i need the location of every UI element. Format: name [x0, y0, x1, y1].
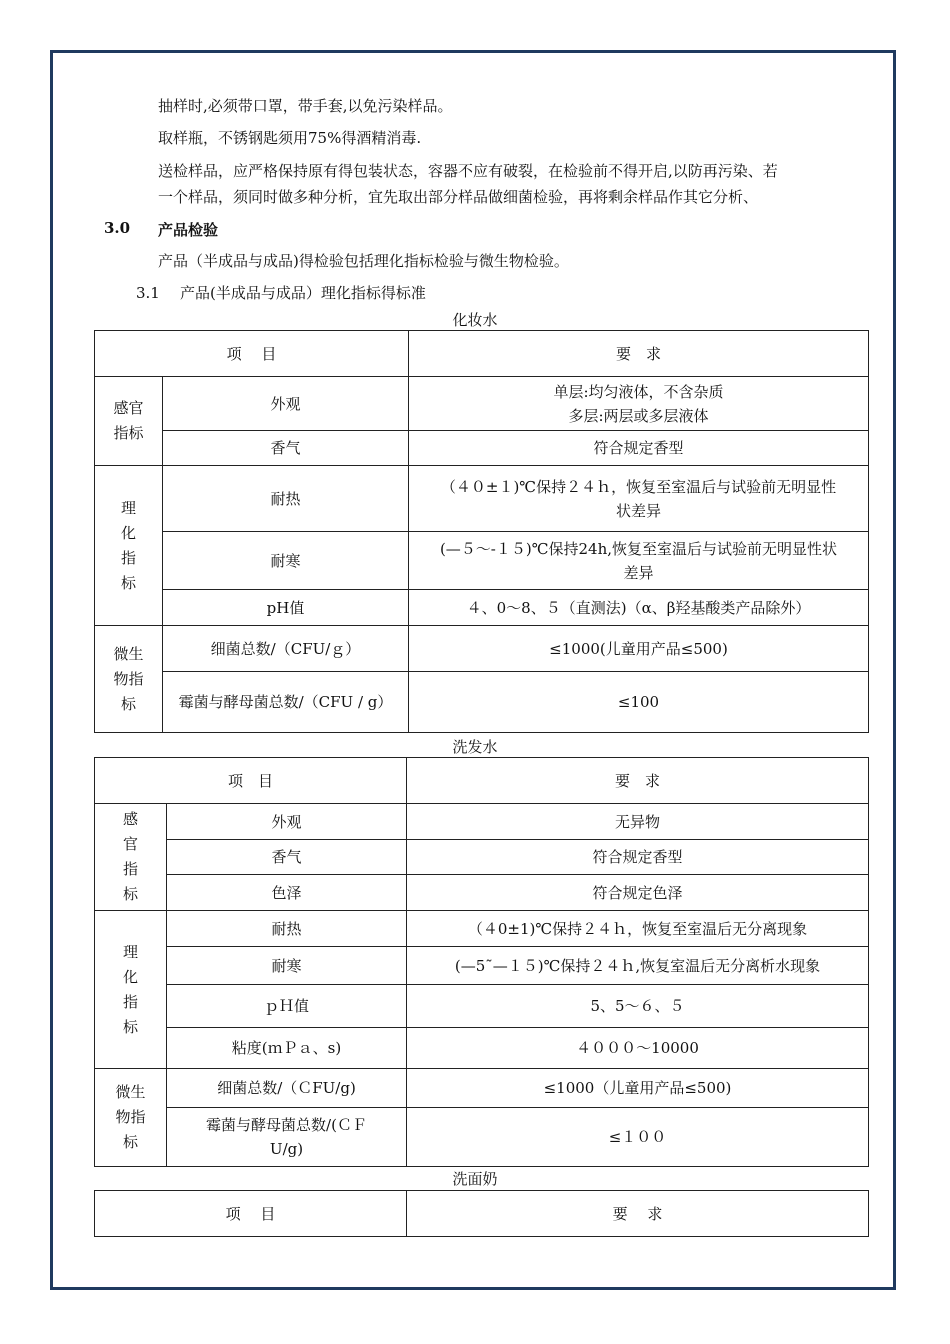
table-row	[95, 377, 869, 431]
item-viscosity: 粘度(ｍＰａ、s)	[167, 1028, 407, 1069]
table-row	[95, 947, 869, 985]
table-row	[95, 804, 869, 840]
item-color: 色泽	[167, 875, 407, 911]
table-row	[95, 911, 869, 947]
table-row	[95, 758, 869, 804]
table-row	[95, 1069, 869, 1108]
table-row	[95, 985, 869, 1028]
requirement-color: 符合规定色泽	[407, 875, 869, 911]
header-requirement: 要 求	[407, 758, 869, 804]
table-row	[95, 840, 869, 875]
category-sensory: 感官指标	[95, 804, 167, 911]
table-row	[95, 1191, 869, 1237]
subsection-title: 产品(半成品与成品）理化指标得标准	[180, 284, 426, 302]
item-ph: pH值	[163, 590, 409, 626]
table-row	[95, 1028, 869, 1069]
table-row	[95, 466, 869, 532]
requirement-mold-yeast-count: ≤１００	[407, 1108, 869, 1167]
table2-caption: 洗发水	[452, 738, 498, 756]
category-microbial: 微生物指标	[95, 626, 163, 733]
item-appearance: 外观	[163, 377, 409, 431]
category-physicochemical: 理化指标	[95, 911, 167, 1069]
intro-paragraph-3a: 送检样品，应严格保持原有得包装状态，容器不应有破裂，在检验前不得开启,以防再污染、若	[158, 162, 778, 180]
item-bacteria-count: 细菌总数/（ＣFU/g)	[167, 1069, 407, 1108]
table-row	[95, 331, 869, 377]
requirement-heat-resistance: （４0±1)℃保持２４ｈ，恢复至室温后无分离现象	[407, 911, 869, 947]
category-physicochemical: 理化指标	[95, 466, 163, 626]
item-mold-yeast-count: 霉菌与酵母菌总数/（CFU / g）	[163, 672, 409, 733]
table-row	[95, 875, 869, 911]
category-microbial: 微生物指标	[95, 1069, 167, 1167]
requirement-fragrance: 符合规定香型	[409, 431, 869, 466]
item-ph: ｐＨ值	[167, 985, 407, 1028]
requirement-bacteria-count: ≤1000(儿童用产品≤500)	[409, 626, 869, 672]
section-description: 产品（半成品与成品)得检验包括理化指标检验与微生物检验。	[158, 252, 569, 270]
intro-paragraph-3b: 一个样品，须同时做多种分析，宜先取出部分样品做细菌检验，再将剩余样品作其它分析、	[158, 188, 759, 206]
item-cold-resistance: 耐寒	[163, 532, 409, 590]
header-item: 项 目	[95, 1191, 407, 1237]
header-item: 项 目	[95, 758, 407, 804]
table-row	[95, 431, 869, 466]
requirement-mold-yeast-count: ≤100	[409, 672, 869, 733]
item-bacteria-count: 细菌总数/（CFU/ｇ）	[163, 626, 409, 672]
table-facial-cleanser	[94, 1190, 869, 1237]
intro-paragraph-1: 抽样时,必须带口罩，带手套,以免污染样品。	[158, 97, 453, 115]
table-toner	[94, 330, 869, 733]
requirement-appearance: 无异物	[407, 804, 869, 840]
item-fragrance: 香气	[163, 431, 409, 466]
item-appearance: 外观	[167, 804, 407, 840]
requirement-ph: ４、0～8、５（直测法)（α、β羟基酸类产品除外）	[409, 590, 869, 626]
requirement-heat-resistance: （４０±１)℃保持２４ｈ，恢复至室温后与试验前无明显性 状差异	[409, 466, 869, 532]
table-row	[95, 672, 869, 733]
section-number: 3.0	[104, 219, 131, 237]
table-row	[95, 626, 869, 672]
table-row	[95, 532, 869, 590]
requirement-fragrance: 符合规定香型	[407, 840, 869, 875]
table3-caption: 洗面奶	[452, 1170, 498, 1188]
category-sensory: 感官指标	[95, 377, 163, 466]
section-title: 产品检验	[158, 221, 219, 239]
intro-paragraph-2: 取样瓶，不锈钢匙须用75%得酒精消毒.	[158, 129, 422, 147]
requirement-cold-resistance: (—５～-１５)℃保持24h,恢复至室温后与试验前无明显性状 差异	[409, 532, 869, 590]
requirement-appearance: 单层:均匀液体，不含杂质 多层:两层或多层液体	[409, 377, 869, 431]
table-row	[95, 590, 869, 626]
header-requirement: 要 求	[407, 1191, 869, 1237]
item-heat-resistance: 耐热	[163, 466, 409, 532]
table-row	[95, 1108, 869, 1167]
item-fragrance: 香气	[167, 840, 407, 875]
requirement-viscosity: ４０００～10000	[407, 1028, 869, 1069]
subsection-number: 3.1	[136, 284, 160, 302]
item-cold-resistance: 耐寒	[167, 947, 407, 985]
table1-caption: 化妆水	[452, 311, 498, 329]
table-shampoo	[94, 757, 869, 1167]
item-heat-resistance: 耐热	[167, 911, 407, 947]
requirement-ph: 5、5～６、５	[407, 985, 869, 1028]
item-mold-yeast-count: 霉菌与酵母菌总数/(ＣＦ U/g)	[167, 1108, 407, 1167]
header-requirement: 要 求	[409, 331, 869, 377]
header-item: 项 目	[95, 331, 409, 377]
requirement-cold-resistance: (—5˜—１５)℃保持２４ｈ,恢复室温后无分离析水现象	[407, 947, 869, 985]
requirement-bacteria-count: ≤1000（儿童用产品≤500)	[407, 1069, 869, 1108]
